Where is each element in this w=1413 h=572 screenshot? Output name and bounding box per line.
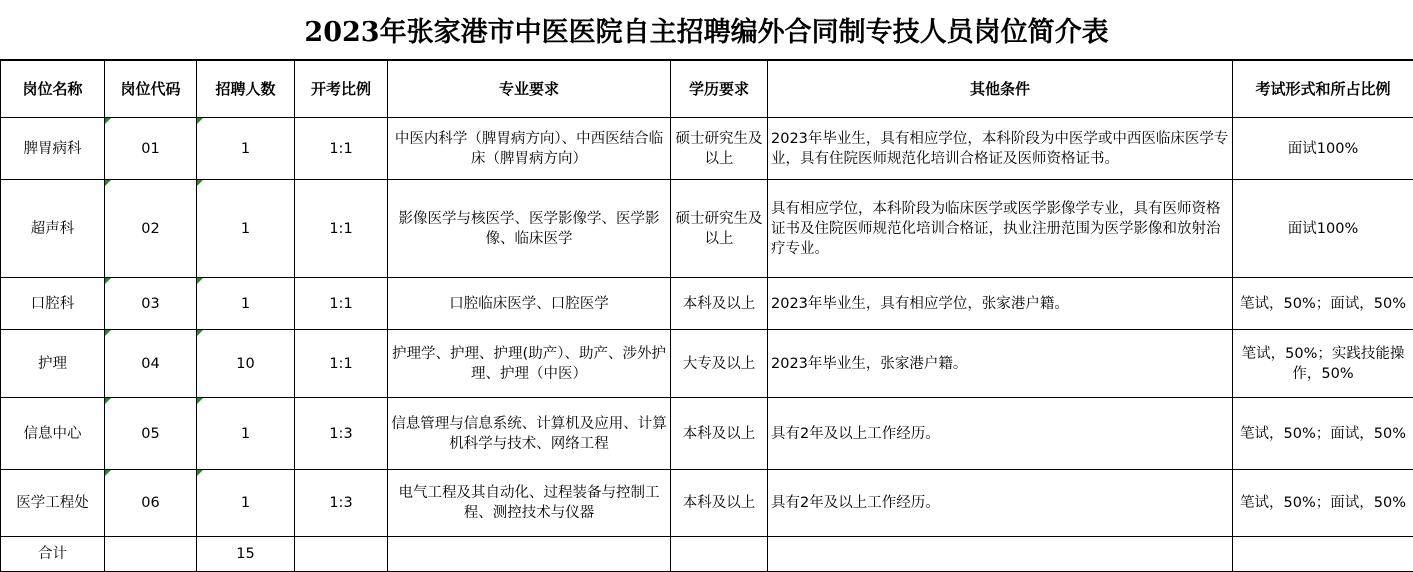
position-name: 护理 <box>1 330 105 398</box>
header-exam-format: 考试形式和所占比例 <box>1233 61 1413 118</box>
education-requirement: 硕士研究生及以上 <box>671 180 768 278</box>
table-row <box>1 470 1413 537</box>
header-other-conditions: 其他条件 <box>768 61 1233 118</box>
exam-ratio: 1:3 <box>295 470 388 537</box>
exam-format: 面试100% <box>1233 118 1413 180</box>
table-row <box>1 118 1413 180</box>
hiring-count: 10 <box>197 330 295 398</box>
exam-format: 面试100% <box>1233 180 1413 278</box>
hiring-count: 1 <box>197 278 295 330</box>
position-code: 04 <box>105 330 197 398</box>
position-code: 03 <box>105 278 197 330</box>
exam-ratio: 1:3 <box>295 398 388 470</box>
exam-format: 笔试，50%；面试，50% <box>1233 398 1413 470</box>
total-row <box>1 537 1413 572</box>
table-row <box>1 180 1413 278</box>
position-name: 口腔科 <box>1 278 105 330</box>
major-requirement: 电气工程及其自动化、过程装备与控制工程、测控技术与仪器 <box>388 470 671 537</box>
position-name: 信息中心 <box>1 398 105 470</box>
header-exam-ratio: 开考比例 <box>295 61 388 118</box>
empty-cell <box>671 537 768 572</box>
empty-cell <box>388 537 671 572</box>
other-conditions: 2023年毕业生，具有相应学位，本科阶段为中医学或中西医临床医学专业，具有住院医师规范化培训合格证及医师资格证书。 <box>768 118 1233 180</box>
other-conditions: 具有相应学位，本科阶段为临床医学或医学影像学专业，具有医师资格证书及住院医师规范化培训合格证，执业注册范围为医学影像和放射治疗专业。 <box>768 180 1233 278</box>
total-label: 合计 <box>1 537 105 572</box>
positions-table <box>0 60 1413 572</box>
other-conditions: 具有2年及以上工作经历。 <box>768 398 1233 470</box>
position-code: 06 <box>105 470 197 537</box>
exam-format: 笔试，50%；面试，50% <box>1233 278 1413 330</box>
position-name: 脾胃病科 <box>1 118 105 180</box>
header-education: 学历要求 <box>671 61 768 118</box>
hiring-count: 1 <box>197 118 295 180</box>
empty-cell <box>295 537 388 572</box>
other-conditions: 2023年毕业生，张家港户籍。 <box>768 330 1233 398</box>
header-position-name: 岗位名称 <box>1 61 105 118</box>
education-requirement: 本科及以上 <box>671 278 768 330</box>
empty-cell <box>768 537 1233 572</box>
table-title: 2023年张家港市中医医院自主招聘编外合同制专技人员岗位简介表 <box>0 0 1413 60</box>
position-code: 01 <box>105 118 197 180</box>
position-name: 超声科 <box>1 180 105 278</box>
header-row <box>1 61 1413 118</box>
education-requirement: 本科及以上 <box>671 398 768 470</box>
position-name: 医学工程处 <box>1 470 105 537</box>
exam-ratio: 1:1 <box>295 118 388 180</box>
total-count: 15 <box>197 537 295 572</box>
hiring-count: 1 <box>197 180 295 278</box>
exam-format: 笔试，50%；面试，50% <box>1233 470 1413 537</box>
major-requirement: 口腔临床医学、口腔医学 <box>388 278 671 330</box>
major-requirement: 护理学、护理、护理(助产）、助产、涉外护理、护理（中医） <box>388 330 671 398</box>
other-conditions: 具有2年及以上工作经历。 <box>768 470 1233 537</box>
major-requirement: 影像医学与核医学、医学影像学、医学影像、临床医学 <box>388 180 671 278</box>
education-requirement: 硕士研究生及以上 <box>671 118 768 180</box>
education-requirement: 大专及以上 <box>671 330 768 398</box>
table-row <box>1 278 1413 330</box>
exam-ratio: 1:1 <box>295 278 388 330</box>
hiring-count: 1 <box>197 470 295 537</box>
exam-format: 笔试，50%；实践技能操作，50% <box>1233 330 1413 398</box>
exam-ratio: 1:1 <box>295 180 388 278</box>
position-code: 02 <box>105 180 197 278</box>
education-requirement: 本科及以上 <box>671 470 768 537</box>
empty-cell <box>105 537 197 572</box>
header-major: 专业要求 <box>388 61 671 118</box>
table-row <box>1 330 1413 398</box>
position-code: 05 <box>105 398 197 470</box>
exam-ratio: 1:1 <box>295 330 388 398</box>
header-hiring-count: 招聘人数 <box>197 61 295 118</box>
major-requirement: 中医内科学（脾胃病方向）、中西医结合临床（脾胃病方向） <box>388 118 671 180</box>
hiring-count: 1 <box>197 398 295 470</box>
table-row <box>1 398 1413 470</box>
other-conditions: 2023年毕业生，具有相应学位，张家港户籍。 <box>768 278 1233 330</box>
major-requirement: 信息管理与信息系统、计算机及应用、计算机科学与技术、网络工程 <box>388 398 671 470</box>
empty-cell <box>1233 537 1413 572</box>
header-position-code: 岗位代码 <box>105 61 197 118</box>
